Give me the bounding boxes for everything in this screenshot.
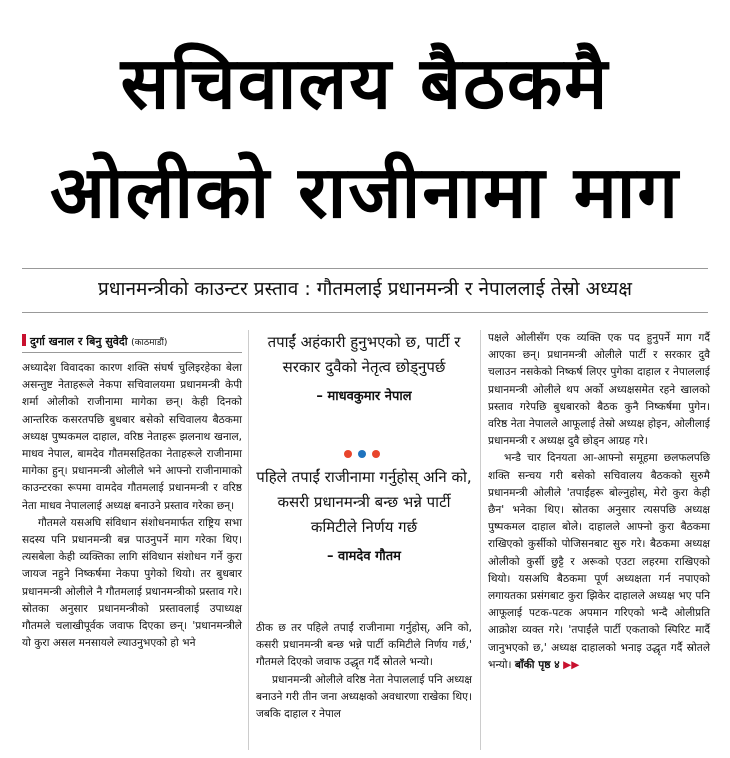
pull-quote-1 [256, 330, 472, 409]
column-3-paragraph-2 [488, 450, 710, 674]
byline-location: (काठमाडौं) [131, 338, 168, 348]
article-column-1 [22, 360, 242, 652]
pull-quote-1-attribution: – माधवकुमार नेपाल [316, 389, 412, 404]
pull-quote-2-attribution: – वामदेव गौतम [327, 549, 401, 564]
byline [22, 333, 242, 353]
headline-line-2: ओलीको राजीनामा माग [50, 150, 680, 234]
byline-marker-icon [22, 334, 26, 346]
column-3-paragraph-2-text: भन्डै चार दिनयता आ-आफ्नो समूहमा छलफलपछि शक्ति सन्चय गरी बसेको सचिवालय बैठकको सुरुमै प्रधानमन्त्री ओलीले 'तपाईंहरू बोल्नुहोस्, मेरो कुरा केही छैन' भनेका थिए। स्रोतका अनुसार त्यसपछि अध्यक्ष पुष्पकमल दाहाल बोले। दाहालले आफ्नो कुरा बैठकमा राखिएको कुर्सीको पोजिसनबाट सुरु गरे। बैठकमा अध्यक्ष ओलीको कुर्सी छुट्टै र अरूको एउटा लहरमा राखिएको थियो। यसअघि बैठकमा पूर्ण अध्यक्षता गर्न नपाएको लगायतका प्रसंगबाट कुरा झिकेर दाहालले अध्यक्ष भए पनि आफूलाई पटक-पटक अपमान गरिएको भन्दै ओलीप्रति आक्रोश व्यक्त गरे। 'तपाईंले पार्टी एकताको स्पिरिट मार्दै जानुभएको छ,' अध्यक्ष दाहालको भनाइ उद्धृत गर्दै स्रोतले भन्यो। [488, 452, 710, 671]
byline-authors: दुर्गा खनाल र बिनु सुवेदी [30, 335, 128, 348]
continue-arrow-icon: ▶▶ [563, 658, 580, 671]
column-3-paragraph-1: पक्षले ओलीसँग एक व्यक्ति एक पद हुनुपर्ने माग गर्दै आएका छन्। प्रधानमन्त्री ओलीले पार्टी र सरकार दुवै चलाउन नसकेको निष्कर्ष लिएर पुगेका दाहाल र नेपाललाई प्रधानमन्त्री ओलीले थप अर्को अध्यक्षसमेत रहने खालको प्रस्ताव गरेपछि बुधबारको बैठक कुनै निष्कर्षमा पुगेन। वरिष्ठ नेता नेपालले आफूलाई तेस्रो अध्यक्ष होइन, ओलीलाई प्रधानमन्त्री र अध्यक्ष दुवै छोड्न आग्रह गरे। [488, 332, 710, 448]
dot-icon [358, 450, 366, 458]
divider-top [22, 268, 708, 269]
column-1-paragraph-2: गौतमले यसअघि संविधान संशोधनमार्फत राष्ट्रिय सभा सदस्य पनि प्रधानमन्त्री बन्न पाउनुपर्ने माग गरेका थिए। त्यसबेला केही व्यक्तिका लागि संविधान संशोधन गर्ने कुरा जायज नहुने निष्कर्षमा नेकपा पुगेको थियो। तर बुधबार प्रधानमन्त्री ओलीले नै गौतमलाई प्रधानमन्त्रीको प्रस्ताव गरे। स्रोतका अनुसार प्रधानमन्त्रीको प्रस्तावलाई उपाध्यक्ष गौतमले चलाखीपूर्वक जवाफ दिएका छन्। 'प्रधानमन्त्रीले यो कुरा असल मनसायले ल्याउनुभएको हो भने [22, 516, 242, 650]
article-column-2 [256, 620, 472, 723]
dot-icon [344, 450, 352, 458]
column-2-paragraph-2: प्रधानमन्त्री ओलीले वरिष्ठ नेता नेपाललाई पनि अध्यक्ष बनाउने गरी तीन जना अध्यक्षको अवधारणा राखेका थिए। जबकि दाहाल र नेपाल [256, 673, 472, 721]
dot-icon [372, 450, 380, 458]
pull-quote-2 [256, 465, 472, 569]
headline-line-1: सचिवालय बैठकमै [120, 41, 610, 125]
column-2-paragraph-1: ठीक छ तर पहिले तपाईं राजीनामा गर्नुहोस्, अनि को, कसरी प्रधानमन्त्री बन्छ भन्ने पार्टी कमिटीले निर्णय गर्छ,' गौतमले दिएको जवाफ उद्धृत गर्दै स्रोतले भन्यो। [256, 622, 472, 669]
quote-separator-dots [338, 450, 388, 458]
pull-quote-2-text: पहिले तपाईं राजीनामा गर्नुहोस् अनि को, कसरी प्रधानमन्त्री बन्छ भन्ने पार्टी कमिटीले निर्णय गर्छ [256, 468, 472, 536]
column-divider-2 [480, 330, 481, 750]
continued-on-page[interactable]: बाँकी पृष्ठ ४ [514, 658, 560, 671]
divider-bottom [22, 312, 708, 313]
subheadline: प्रधानमन्त्रीको काउन्टर प्रस्ताव : गौतमलाई प्रधानमन्त्री र नेपाललाई तेस्रो अध्यक्ष [98, 278, 632, 300]
article-column-3 [488, 330, 710, 674]
column-divider-1 [248, 330, 249, 750]
column-1-paragraph-1: अध्यादेश विवादका कारण शक्ति संघर्ष चुलिइरहेका बेला असन्तुष्ट नेताहरूले नेकपा सचिवालयमा प्रधानमन्त्री केपी शर्मा ओलीको राजीनामा मागेका छन्। केही दिनको आन्तरिक कसरतपछि बुधबार बसेको सचिवालय बैठकमा अध्यक्ष पुष्पकमल दाहाल, वरिष्ठ नेताहरू झलनाथ खनाल, माधव नेपाल, बामदेव गौतमसहितका नेताहरूले राजीनामा मागेका हुन्। प्रधानमन्त्री ओलीले भने आफ्नो राजीनामाको काउन्टरका रूपमा वामदेव गौतमलाई प्रधानमन्त्री र वरिष्ठ नेता माधव नेपाललाई अध्यक्ष बनाउने प्रस्ताव गरेका छन्। [22, 362, 242, 512]
pull-quote-1-text: तपाईं अहंकारी हुनुभएको छ, पार्टी र सरकार दुवैको नेतृत्व छोड्नुपर्छ [267, 333, 461, 376]
